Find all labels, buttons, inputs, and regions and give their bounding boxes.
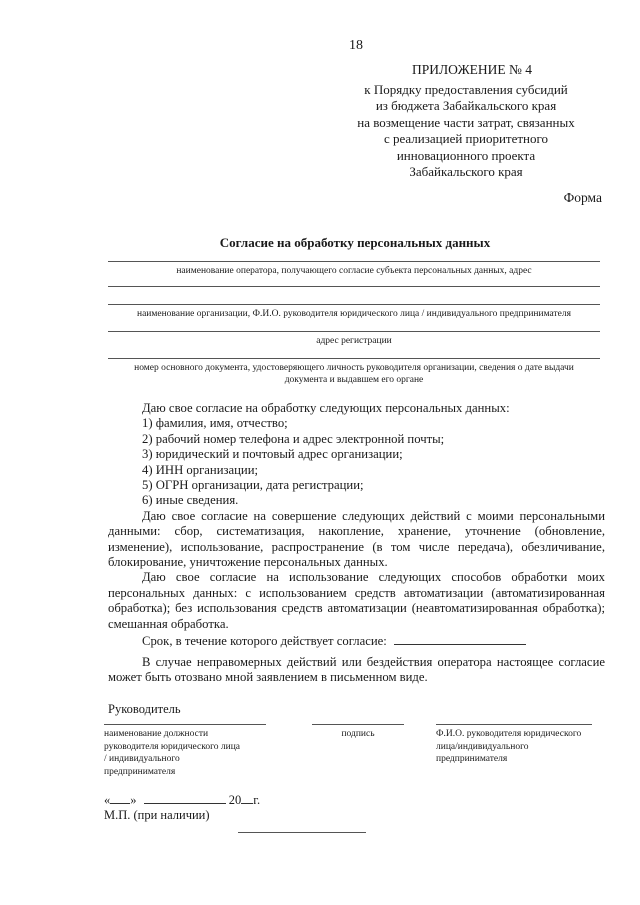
organization-field-caption: наименование организации, Ф.И.О. руководителя юридического лица / индивидуального предпринимателя: [136, 309, 571, 319]
signature-caption: подпись: [341, 729, 375, 739]
fio-caption-line: лица/индивидуального: [436, 741, 529, 752]
operator-field-caption: наименование оператора, получающего согласие субъекта персональных данных, адрес: [176, 266, 532, 276]
organization-field-line[interactable]: [108, 304, 600, 305]
appendix-title: ПРИЛОЖЕНИЕ № 4: [412, 62, 533, 77]
document-field-line[interactable]: [108, 358, 600, 359]
fio-caption-line: предпринимателя: [436, 754, 508, 764]
revoke-block: [108, 655, 605, 686]
fio-field-line[interactable]: [436, 724, 592, 725]
revoke-paragraph: В случае неправомерных действий или бездействия оператора настоящее согласие может быть отозвано мной заявлением в письменном виде.: [108, 655, 605, 685]
position-caption-line: / индивидуального: [104, 754, 180, 764]
list-item: 6) иные сведения.: [142, 493, 239, 508]
form-label: Форма: [563, 190, 602, 205]
stamp-label: М.П. (при наличии): [104, 808, 210, 822]
appendix-description: [340, 82, 592, 180]
appendix-line: к Порядку предоставления субсидий: [364, 82, 568, 97]
fio-caption-line: Ф.И.О. руководителя юридического: [436, 729, 582, 739]
operator-field-line-2[interactable]: [108, 286, 600, 287]
position-caption-line: руководителя юридического лица: [104, 741, 241, 752]
actions-paragraph: Даю свое согласие на совершение следующих действий с моими персональными данными: сбор, систематизация, накопление, хранение, уточнение (обновление, изменение), использование, распространение (в том числе передача), обезличивание, блокирование, уничтожение персональных данных.: [108, 508, 605, 570]
year-field[interactable]: [241, 791, 253, 804]
address-field-caption: адрес регистрации: [316, 336, 392, 346]
date-line: [104, 791, 260, 808]
year-prefix: 20: [228, 793, 242, 807]
list-item: 5) ОГРН организации, дата регистрации;: [142, 478, 364, 493]
date-close-quote: »: [130, 793, 137, 807]
head-label: Руководитель: [108, 702, 181, 716]
term-line: [108, 632, 605, 649]
term-field[interactable]: [394, 632, 526, 645]
fio-caption: [436, 728, 581, 766]
bottom-signature-line[interactable]: [238, 832, 366, 833]
address-field-line[interactable]: [108, 331, 600, 332]
appendix-line: Забайкальского края: [409, 164, 523, 180]
list-item: 1) фамилия, имя, отчество;: [142, 416, 288, 431]
appendix-line: инновационного проекта: [396, 147, 536, 163]
term-label: Срок, в течение которого действует согласие:: [142, 634, 387, 649]
operator-field-line[interactable]: [108, 261, 600, 262]
document-field-caption: [104, 362, 604, 386]
document-caption-line: номер основного документа, удостоверяющего личность руководителя организации, сведения о дате выдачи: [134, 363, 574, 373]
consent-intro: Даю свое согласие на обработку следующих персональных данных:: [142, 401, 510, 415]
document-title: Согласие на обработку персональных данных: [219, 235, 491, 250]
appendix-line: на возмещение части затрат, связанных: [357, 114, 575, 130]
list-item: 3) юридический и почтовый адрес организации;: [142, 447, 403, 462]
month-field[interactable]: [144, 791, 226, 804]
date-open-quote: «: [104, 793, 111, 807]
methods-paragraph: Даю свое согласие на использование следующих способов обработки моих персональных данных: с использованием средств автоматизации (автоматизированная обработка); без использования средств автоматизации (неавтоматизированная обработка); смешанная обработка.: [108, 570, 605, 631]
position-field-line[interactable]: [104, 724, 266, 725]
appendix-line: с реализацией приоритетного: [383, 131, 549, 147]
document-caption-line: документа и выдавшем его органе: [284, 375, 424, 385]
appendix-line: из бюджета Забайкальского края: [375, 98, 557, 114]
position-caption: [104, 728, 240, 778]
position-caption-line: предпринимателя: [104, 766, 176, 777]
consent-data-list: [108, 401, 605, 650]
position-caption-line: наименование должности: [104, 729, 209, 739]
list-item: 4) ИНН организации;: [142, 462, 259, 477]
year-suffix: г.: [253, 793, 261, 807]
page-number: 18: [349, 38, 363, 53]
list-item: 2) рабочий номер телефона и адрес электронной почты;: [142, 431, 445, 446]
day-field[interactable]: [110, 791, 130, 804]
signature-field-line[interactable]: [312, 724, 404, 725]
